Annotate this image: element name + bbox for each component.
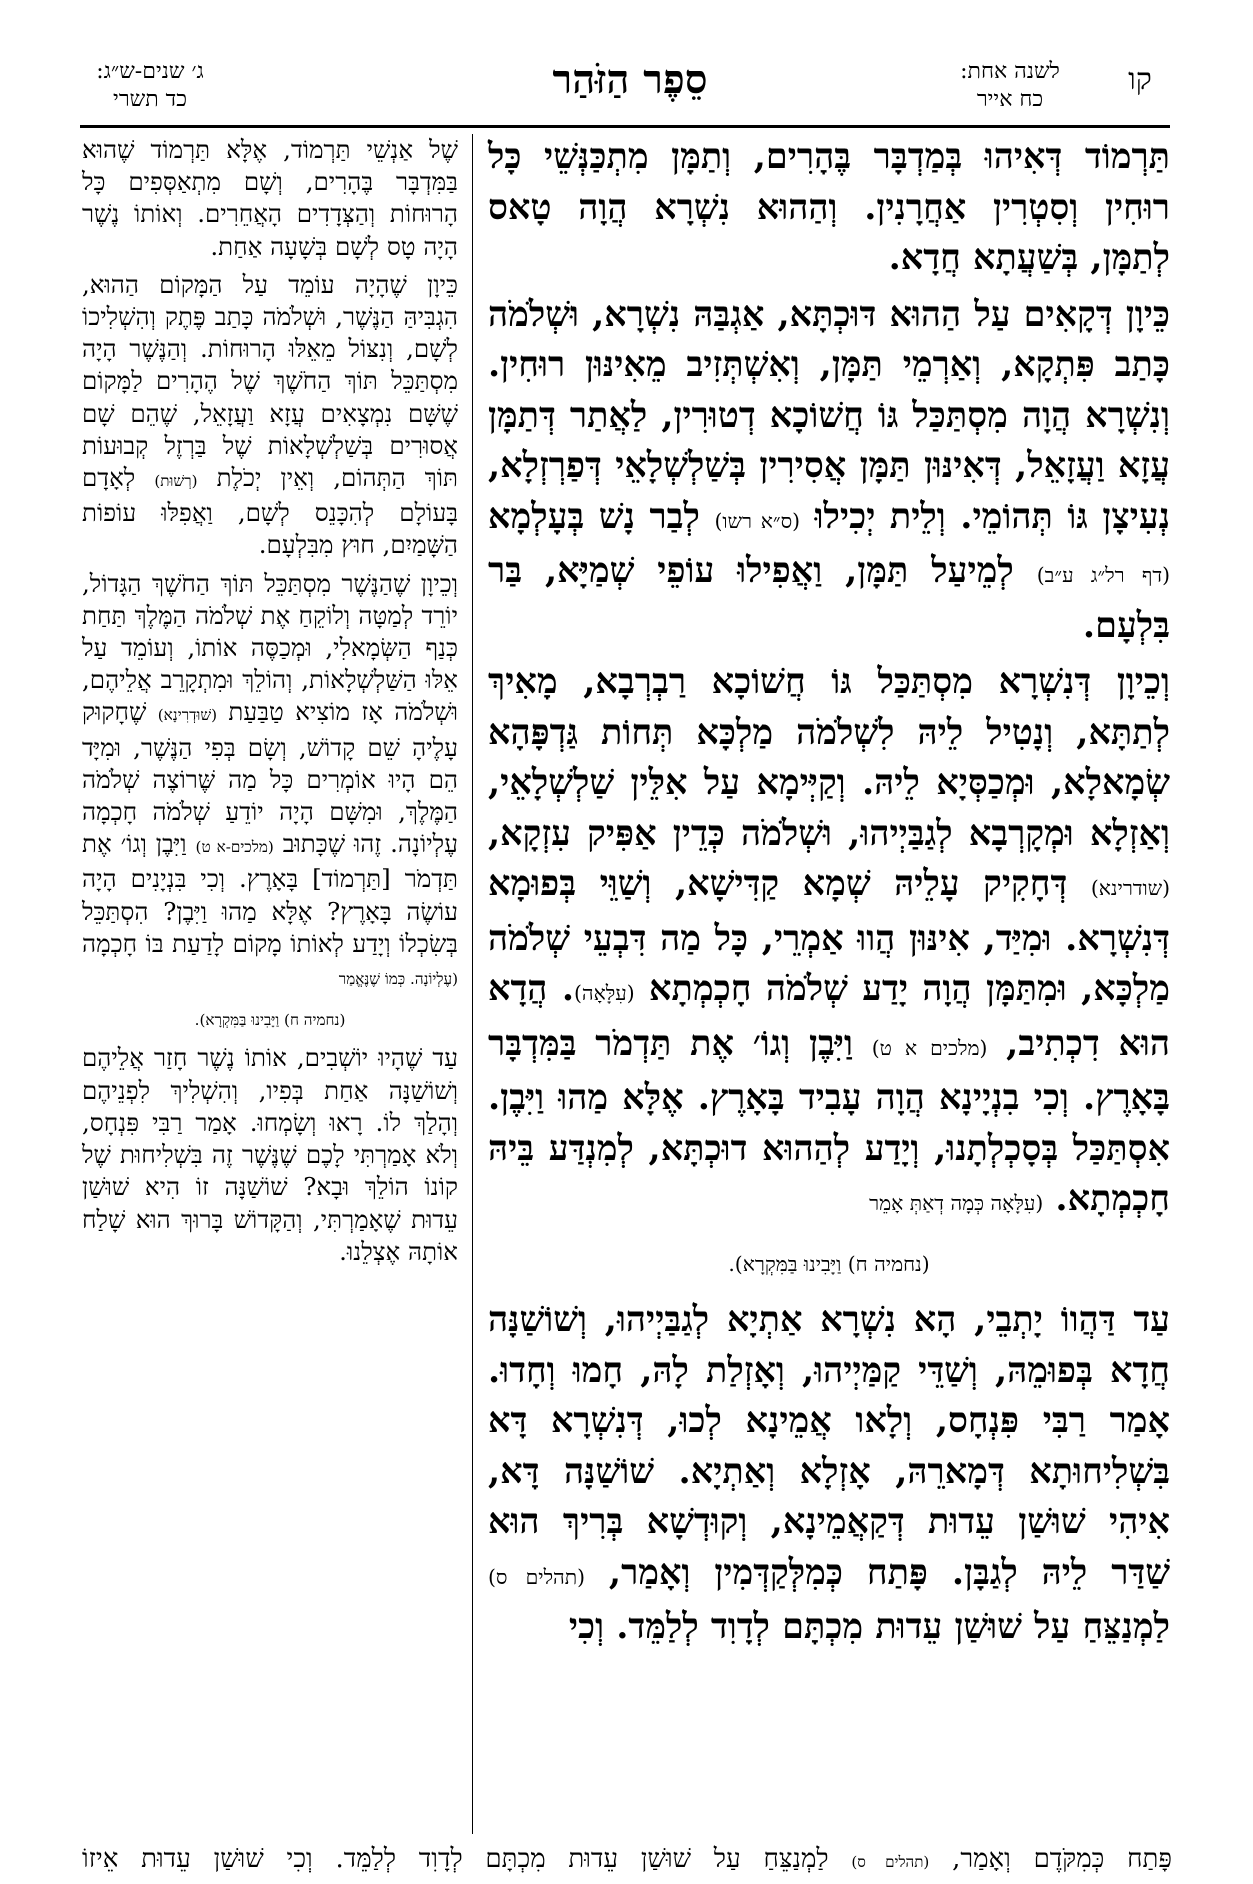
main-p2-note-1: (ס״א רשו) xyxy=(714,508,801,533)
header-right-bottom: כח אייר xyxy=(976,87,1044,112)
main-p1-text: תַּרְמוֹד דְּאִיהוּ בְּמַדְבָּר בֶּהָרִים, וְתַמָּן מִתְכַּנְּשֵׁי כָּל רוּחִין וְסִטְרִין אַחֲרָנִין. וְהַהוּא נִשְׁרָא הֲוָה טָאס לְתַמָּן, בְּשַׁעֲתָא חֲדָא. xyxy=(488,136,1170,278)
side-paragraph-1 xyxy=(82,134,458,263)
main-p3-text-b: דְּחָקִיק עָלֵיהּ שְׁמָא קַדִּישָׁא, וְשַׁוֵּי בְּפוּמָא דְּנִשְׁרָא. וּמִיַּד, אִינּוּן הֲווּ אַמְרֵי, כָּל מַה דִּבְעֵי שְׁלֹמֹה מַלְכָּא, וּמִתַּמָּן הֲוָה יָדַע שְׁלֹמֹה חָכְמְתָא xyxy=(488,863,1171,1009)
side-s2-note: (רְשׁוּת) xyxy=(154,472,198,491)
header-left-schedule xyxy=(80,58,220,114)
translation-column xyxy=(82,134,458,1274)
main-p3-text-c: . הֲדָא הוּא דִכְתִיב, xyxy=(488,968,1171,1064)
main-p3-note-3: (עִלָּאָה כְּמָה דְאַתְּ אָמֵר xyxy=(869,1191,1044,1215)
side-paragraph-2 xyxy=(82,269,458,562)
header-right-schedule xyxy=(930,58,1090,114)
footer-verse-ref: (תהלים ס) xyxy=(851,1853,930,1871)
column-divider xyxy=(472,134,473,1834)
footer-text-b: לַמְנַצֵּחַ עַל שׁוּשַׁן עֵדוּת מִכְתָּם לְדָוִד לְלַמֵּד. וְכִי שׁוּשַׁן עֵדוּת אֵיזוֹ xyxy=(82,1844,829,1874)
main-p3-text-a: וְכֵיוָן דְּנִשְׁרָא מִסְתַּכַּל גּוֹ חֲשׁוֹכָא רַבְרְבָא, מָאִיךְ לְתַתָּא, וְנָטִיל לֵיהּ לִשְׁלֹמֹה מַלְכָּא תְּחוֹת גַּדְפָּהָא שְׂמָאלָא, וּמְכַסְּיָא לֵיהּ. וְקַיְּימָא עַל אִלֵּין שַׁלְשְׁלָאֵי, וְאַזְלָא וּמְקָרְבָא לְגַבַּיְיהוּ, וּשְׁלֹמֹה כְּדֵין אַפִּיק עִזְקָא, xyxy=(488,661,1170,854)
main-p4-text-a: עַד דַּהֲווֹ יָתְבֵי, הָא נִשְׁרָא אַתְיָא לְגַבַּיְיהוּ, וְשׁוֹשַׁנָּה חֲדָא בְּפוּמֵהּ, וְשַׁדֵּי קַמַּיְיהוּ, וְאָזְלַת לָהּ, חָמוּ וְחָדוּ. אָמַר רַבִּי פִּנְחָס, וְלָאו אֲמֵינָא לְכוּ, דְּנִשְׁרָא דָּא בִּשְׁלִיחוּתָא דְּמָארֵהּ, אָזְלָא וְאַתְיָא. שׁוֹשַׁנָּה דָּא, אִיהִי שׁוּשַׁן עֵדוּת דְּקַאֲמֵינָא, וְקוּדְשָׁא בְּרִיךְ הוּא שַׁדַּר לֵיהּ לְגַבָּן. פָּתַח כְּמִלְּקַדְּמִין וְאָמַר, xyxy=(488,1299,1170,1593)
side-s3-note-1: (שׁוּדְרִינָא) xyxy=(157,706,218,725)
side-s3-text-c: וַיִּבֶן וְגוֹ׳ אֶת תַּדְמֹר [תַּרְמוֹד] בָּאָרֶץ. וְכִי בִּנְיָנִים הָיָה עוֹשֶׂה בָּאָרֶץ? אֶלָּא מַהוּ וַיִּבֶן? הִסְתַּכֵּל בְּשִׂכְלוֹ וְיָדַע לְאוֹתוֹ מָקוֹם לָדַעַת בּוֹ חָכְמָה xyxy=(82,829,458,958)
main-paragraph-2 xyxy=(488,290,1170,652)
main-p2-text-b: לְבַר נָשׁ בְּעָלְמָא xyxy=(488,495,700,537)
side-s2-text-b: לְאָדָם בָּעוֹלָם לְהִכָּנֵס לְשָׁם, וַאֲפִלּוּ עוֹפוֹת הַשָּׁמַיִם, חוּץ מִבִּלְעָם. xyxy=(82,463,458,560)
main-paragraph-1 xyxy=(488,132,1170,284)
main-p3-note-1: (שודרינא) xyxy=(1090,876,1171,900)
side-s3-text-a: וְכֵיוָן שֶׁהַנֶּשֶׁר מִסְתַּכֵּל תּוֹךְ הַחֹשֶׁךְ הַגָּדוֹל, יוֹרֵד לְמַטָּה וְלוֹקֵחַ אֶת שְׁלֹמֹה הַמֶּלֶךְ תַּחַת כְּנַף הַשְּׂמָאלִי, וּמְכַסֶּה אוֹתוֹ, וְעוֹמֵד עַל אֵלּוּ הַשַּׁלְשְׁלָאוֹת, וְהוֹלֵךְ וּמִתְקָרֵב אֲלֵיהֶם, וּשְׁלֹמֹה אָז מוֹצִיא טַבַּעַת xyxy=(82,568,458,727)
main-paragraph-3 xyxy=(488,657,1170,1229)
footer-text-a: פָּתַח כְּמִקֹּדֶם וְאָמַר, xyxy=(952,1844,1172,1874)
main-paragraph-3-note xyxy=(488,1235,1170,1290)
side-s3-text-b: שֶׁחָקוּק עָלֶיהָ שֵׁם קָדוֹשׁ, וְשָׂם בְּפִי הַנֶּשֶׁר, וּמִיָּד הֵם הָיוּ אוֹמְרִים כָּל מַה שֶּׁרוֹצֶה שְׁלֹמֹה הַמֶּלֶךְ, וּמִשָּׁם הָיָה יוֹדֵעַ שְׁלֹמֹה חָכְמָה עֶלְיוֹנָה. זֶהוּ שֶׁכָּתוּב xyxy=(82,697,458,859)
side-paragraph-3 xyxy=(82,568,458,996)
book-title: סֵפֶר הַזֹּהַר xyxy=(552,56,708,103)
main-p4-verse-ref: (תהלים ס) xyxy=(488,1564,586,1589)
side-s2-text-a: כֵּיוָן שֶׁהָיָה עוֹמֵד עַל הַמָּקוֹם הַהוּא, הִגְבִּיהַּ הַנֶּשֶׁר, וּשְׁלֹמֹה כָּתַב פֶּתֶק וְהִשְׁלִיכוֹ לְשָׁם, וְנִצּוֹל מֵאֵלּוּ הָרוּחוֹת. וְהַנֶּשֶׁר הָיָה מִסְתַּכֵּל תּוֹךְ הַחֹשֶׁךְ שֶׁל הֶהָרִים לַמָּקוֹם שֶׁשָּׁם נִמְצָאִים עֲזָא וַעֲזָאֵל, שֶׁהֵם שָׁם אֲסוּרִים בְּשַׁלְשְׁלָאוֹת שֶׁל בַּרְזֶל קְבוּעוֹת תּוֹךְ הַתְּהוֹם, וְאֵין יְכֹלֶת xyxy=(82,269,458,493)
main-p3-text-d: וַיִּבֶן וְגוֹ׳ אֶת תַּדְמֹר בַּמִּדְבָּר בָּאָרֶץ. וְכִי בִנְיָינָא הֲוָה עָבִיד בָּאָרֶץ. אֶלָּא מַהוּ וַיִּבֶן. אִסְתַּכַּל בְּסָכְלְתָנוּ, וְיָדַע לְהַהוּא דוּכְתָּא, לְמִנְדַּע בֵּיהּ חָכְמְתָא. xyxy=(488,1022,1170,1219)
side-s4-text: עַד שֶׁהָיוּ יוֹשְׁבִים, אוֹתוֹ נֶשֶׁר חָזַר אֲלֵיהֶם וְשׁוֹשַׁנָּה אַחַת בְּפִיו, וְהִשְׁלִיךְ לִפְנֵיהֶם וְהָלַךְ לוֹ. רָאוּ וְשָׂמְחוּ. אָמַר רַבִּי פִּנְחָס, וְלֹא אָמַרְתִּי לָכֶם שֶׁנֶּשֶׁר זֶה בִּשְׁלִיחוּת שֶׁל קוֹנוֹ הוֹלֵךְ וּבָא? שׁוֹשַׁנָּה זוֹ הִיא שׁוּשַׁן עֵדוּת שֶׁאָמַרְתִּי, וְהַקָּדוֹשׁ בָּרוּךְ הוּא שָׁלַח אוֹתָהּ אֶצְלֵנוּ. xyxy=(82,1043,458,1266)
side-s3-note-2: (עֶלְיוֹנָה. כְּמוֹ שֶׁנֶּאֱמַר xyxy=(338,970,458,989)
main-p2-page-ref: (דף רל״ג ע״ב) xyxy=(1036,563,1170,587)
header-left-bottom: כד תשרי xyxy=(113,87,187,112)
header-rule xyxy=(80,125,1170,128)
page-header xyxy=(80,52,1170,128)
main-p3-note-2: (עִלָּאָה) xyxy=(574,981,635,1005)
main-paragraph-4 xyxy=(488,1295,1170,1653)
page-number: קו xyxy=(1128,62,1152,97)
main-p4-text-b: לַמְנַצֵּחַ עַל שׁוּשַׁן עֵדוּת מִכְתָּם לְדָוִד לְלַמֵּד. וְכִי xyxy=(568,1606,1170,1647)
side-s3-note-3: (נחמיה ח) וַיָּבִינוּ בַּמִּקְרָא). xyxy=(194,1011,346,1030)
side-s1-text: שֶׁל אַנְשֵׁי תַּרְמוֹד, אֶלָּא תַּרְמוֹד שֶׁהוּא בַּמִּדְבָּר בֶּהָרִים, וְשָׁם מִתְאַסְּפִים כָּל הָרוּחוֹת וְהַצְּדָדִים הָאֲחֵרִים. וְאוֹתוֹ נֶשֶׁר הָיָה טָס לְשָׁם בְּשָׁעָה אַחַת. xyxy=(82,135,458,261)
header-right-top: לשנה אחת: xyxy=(960,59,1060,84)
main-p2-text-c: לְמֵיעַל תַּמָּן, וַאֲפִילוּ עוֹפֵי שְׁמַיָּא, בַּר בִּלְעָם. xyxy=(488,550,1170,646)
side-paragraph-3-note xyxy=(82,1001,458,1036)
main-p2-text-a: כֵּיוָן דְּקָאִים עַל הַהוּא דּוּכְתָּא, אַגְבַּהּ נִשְׁרָא, וּשְׁלֹמֹה כָּתַב פִּתְקָא, וְאַרְמֵי תַּמָּן, וְאִשְׁתְּזִיב מֵאִינּוּן רוּחִין. וְנִשְׁרָא הֲוָה מִסְתַּכַּל גּוֹ חֲשׁוֹכָא דְטוּרִין, לַאֲתַר דְּתַמָּן עֲזָא וַעֲזָאֵל, דְּאִינּוּן תַּמָּן אֲסִירִין בְּשַׁלְשְׁלָאֵי דְּפַרְזְלָא, נְעִיצָן גּוֹ תְּהוֹמֵי. וְלֵית יְכִילוּ xyxy=(488,293,1171,537)
main-text-column xyxy=(488,132,1170,1659)
main-p3-note-4: (נחמיה ח) וַיָּבִינוּ בַּמִּקְרָא). xyxy=(728,1251,930,1276)
main-p3-verse-ref: (מלכים א ט) xyxy=(871,1035,988,1060)
side-paragraph-4 xyxy=(82,1042,458,1267)
side-s3-verse-ref: (מלכים-א ט) xyxy=(195,838,274,857)
footer-continuation xyxy=(82,1842,1172,1879)
header-left-top: ג׳ שנים-ש״ג: xyxy=(96,59,204,84)
